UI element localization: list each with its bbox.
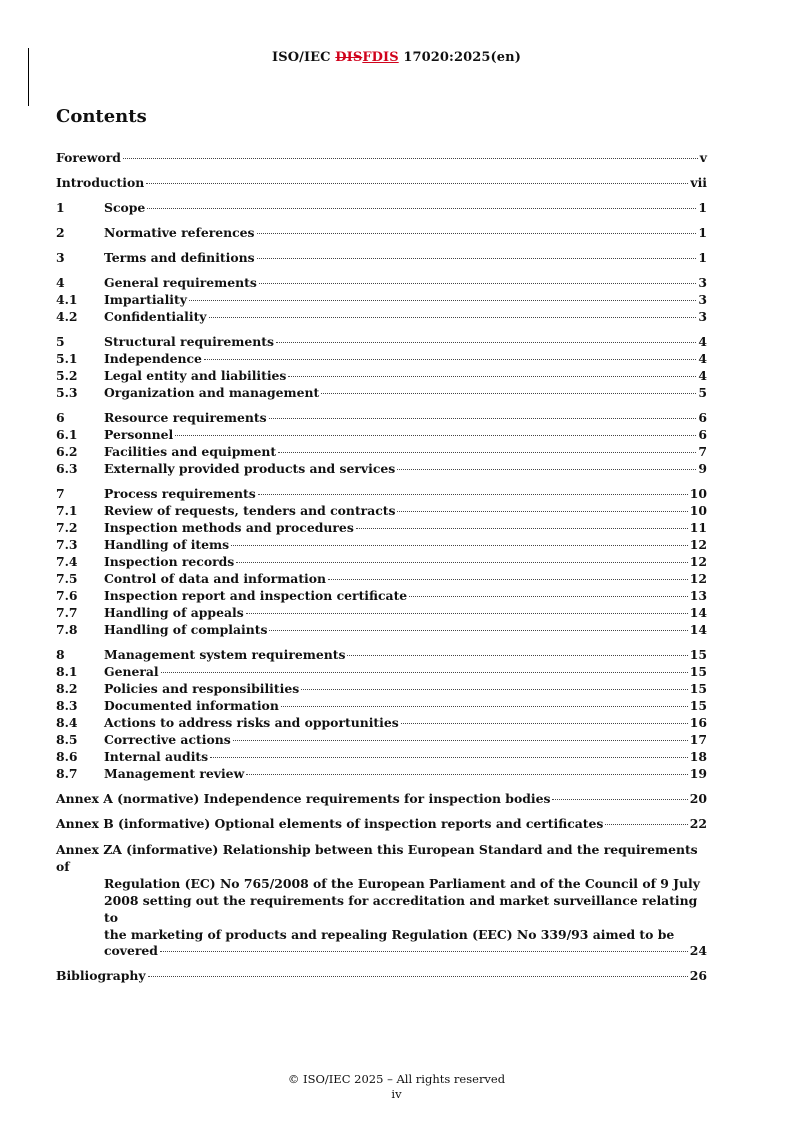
toc-entry-number: 7.4: [56, 554, 78, 569]
toc-leader: [233, 740, 688, 741]
toc-entry-page: 1: [698, 225, 707, 240]
toc-entry[interactable]: [56, 427, 707, 444]
toc-entry[interactable]: [56, 334, 707, 351]
toc-entry-title: Confidentiality: [104, 309, 207, 324]
toc-entry-title: Process requirements: [104, 486, 256, 501]
toc-group: [56, 647, 707, 783]
toc-bibliography[interactable]: [56, 968, 707, 985]
toc-entry-number: 7.2: [56, 520, 78, 535]
toc-entry[interactable]: [56, 351, 707, 368]
toc-entry-page: 3: [698, 309, 707, 324]
toc-leader: [269, 418, 697, 419]
toc-entry-page: 7: [698, 444, 707, 459]
toc-entry[interactable]: [56, 175, 707, 192]
toc-entry[interactable]: [56, 647, 707, 664]
toc-group: [56, 334, 707, 402]
toc-entry[interactable]: [56, 681, 707, 698]
toc-entry-page: 4: [698, 368, 707, 383]
toc-annex-b-page: 22: [689, 816, 707, 831]
toc-entry-page: 12: [689, 554, 707, 569]
contents-title: Contents: [56, 106, 147, 127]
toc-leader: [236, 562, 687, 563]
toc-entry-page: 1: [698, 250, 707, 265]
toc-entry[interactable]: [56, 664, 707, 681]
toc-entry-number: 4: [56, 275, 65, 290]
toc-entry-number: 5.2: [56, 368, 78, 383]
toc-entry-page: 15: [689, 698, 707, 713]
toc-entry-title: Independence: [104, 351, 202, 366]
toc-leader: [605, 824, 687, 825]
toc-leader: [397, 511, 687, 512]
toc-entry-number: 5: [56, 334, 65, 349]
toc-annex-za-page: 24: [689, 943, 707, 958]
toc-entry[interactable]: [56, 698, 707, 715]
toc-leader: [148, 976, 688, 977]
toc-entry-number: 7.7: [56, 605, 78, 620]
toc-entry-title: Documented information: [104, 698, 279, 713]
toc-leader: [328, 579, 688, 580]
toc-entry-page: 1: [698, 200, 707, 215]
toc-entry[interactable]: [56, 150, 707, 167]
toc-groups: [56, 150, 707, 783]
toc-entry-title: Scope: [104, 200, 146, 215]
toc-annex-za-line5: covered: [104, 943, 158, 958]
toc-entry-number: 1: [56, 200, 65, 215]
toc-annex-a-page: 20: [689, 791, 707, 806]
toc-annex-za-line1: Annex ZA (informative) Relationship between this European Standard and the requirements of: [56, 842, 698, 874]
toc-leader: [257, 233, 697, 234]
toc-annex-a[interactable]: [56, 791, 707, 808]
toc-group: [56, 175, 707, 192]
toc-entry-page: 15: [689, 681, 707, 696]
toc-entry[interactable]: [56, 622, 707, 639]
toc-entry[interactable]: [56, 605, 707, 622]
toc-entry-number: 6.3: [56, 461, 78, 476]
toc-entry-number: 7.1: [56, 503, 78, 518]
toc-entry[interactable]: [56, 503, 707, 520]
toc-entry-title: Actions to address risks and opportunities: [104, 715, 399, 730]
toc-leader: [175, 435, 696, 436]
toc-entry-page: 16: [689, 715, 707, 730]
toc-entry[interactable]: [56, 200, 707, 217]
toc-annex-za-line4: the marketing of products and repealing Regulation (EEC) No 339/93 aimed to be: [104, 927, 675, 942]
toc-entry-number: 4.2: [56, 309, 78, 324]
toc-entry-page: 6: [698, 410, 707, 425]
toc-entry[interactable]: [56, 225, 707, 242]
toc-annex-za-line3: 2008 setting out the requirements for accreditation and market surveillance relating to: [104, 893, 698, 925]
toc-leader: [281, 706, 688, 707]
toc-entry[interactable]: [56, 588, 707, 605]
toc-entry-page: 15: [689, 647, 707, 662]
toc-entry-number: 3: [56, 250, 65, 265]
toc-leader: [123, 158, 698, 159]
table-of-contents: [56, 150, 707, 993]
toc-entry-page: 6: [698, 427, 707, 442]
toc-leader: [147, 208, 696, 209]
toc-entry-number: 7.6: [56, 588, 78, 603]
toc-entry[interactable]: [56, 732, 707, 749]
toc-entry-page: 15: [689, 664, 707, 679]
toc-entry-title: Management system requirements: [104, 647, 346, 662]
toc-leader: [209, 317, 697, 318]
toc-leader: [259, 283, 697, 284]
toc-entry-title: Handling of appeals: [104, 605, 244, 620]
toc-entry[interactable]: [56, 309, 707, 326]
toc-entry-title: Impartiality: [104, 292, 187, 307]
toc-entry-number: 8.4: [56, 715, 78, 730]
toc-entry-title: General requirements: [104, 275, 257, 290]
toc-leader: [161, 672, 688, 673]
toc-leader: [409, 596, 688, 597]
toc-group: [56, 250, 707, 267]
toc-bibliography-title: Bibliography: [56, 968, 146, 983]
toc-entry-page: v: [699, 150, 707, 165]
toc-entry-title: Introduction: [56, 175, 145, 190]
toc-entry-title: Inspection report and inspection certificate: [104, 588, 408, 603]
header-prefix: ISO/IEC: [272, 50, 336, 65]
toc-entry-page: 13: [689, 588, 707, 603]
toc-entry-title: Structural requirements: [104, 334, 274, 349]
toc-entry-title: Management review: [104, 766, 245, 781]
toc-entry-page: 12: [689, 571, 707, 586]
toc-leader: [210, 757, 688, 758]
toc-leader: [288, 376, 696, 377]
footer-page-number: iv: [391, 1087, 402, 1101]
toc-leader: [146, 183, 688, 184]
toc-entry-page: 10: [689, 503, 707, 518]
toc-entry-title: Control of data and information: [104, 571, 327, 586]
toc-leader: [246, 613, 688, 614]
toc-entry-number: 6.2: [56, 444, 78, 459]
toc-entry-number: 7.5: [56, 571, 78, 586]
footer-copyright: © ISO/IEC 2025 – All rights reserved: [287, 1072, 506, 1086]
toc-leader: [301, 689, 688, 690]
toc-leader: [257, 258, 697, 259]
toc-entry[interactable]: [56, 537, 707, 554]
toc-annex-b[interactable]: [56, 816, 707, 833]
header-inserted-text: FDIS: [362, 50, 399, 65]
toc-leader: [347, 655, 687, 656]
toc-entry-number: 8: [56, 647, 65, 662]
toc-entry-title: Terms and definitions: [104, 250, 255, 265]
toc-leader: [321, 393, 696, 394]
toc-entry-title: Facilities and equipment: [104, 444, 277, 459]
toc-entry-title: Inspection records: [104, 554, 235, 569]
toc-entry[interactable]: [56, 250, 707, 267]
toc-entry-page: 10: [689, 486, 707, 501]
toc-entry-title: Inspection methods and procedures: [104, 520, 354, 535]
toc-entry[interactable]: [56, 766, 707, 783]
toc-annex-za-line2: Regulation (EC) No 765/2008 of the European Parliament and of the Council of 9 July: [104, 876, 700, 891]
toc-entry[interactable]: [56, 571, 707, 588]
toc-entry-page: 18: [689, 749, 707, 764]
toc-leader: [276, 342, 696, 343]
toc-leader: [356, 528, 688, 529]
header-suffix: 17020:2025(en): [398, 50, 521, 65]
header-deleted-text: DIS: [335, 50, 363, 65]
toc-group: [56, 200, 707, 217]
toc-entry-page: 3: [698, 292, 707, 307]
toc-leader: [552, 799, 687, 800]
toc-bibliography-page: 26: [689, 968, 707, 983]
toc-leader: [401, 723, 688, 724]
toc-entry-page: 19: [689, 766, 707, 781]
toc-entry[interactable]: [56, 554, 707, 571]
toc-entry-number: 8.7: [56, 766, 78, 781]
toc-entry-page: 17: [689, 732, 707, 747]
toc-entry-number: 6.1: [56, 427, 78, 442]
toc-entry-number: 7.8: [56, 622, 78, 637]
toc-entry-number: 8.3: [56, 698, 78, 713]
toc-entry[interactable]: [56, 275, 707, 292]
toc-entry-number: 6: [56, 410, 65, 425]
toc-entry-title: Foreword: [56, 150, 121, 165]
toc-entry-title: Personnel: [104, 427, 174, 442]
toc-entry[interactable]: [56, 520, 707, 537]
toc-entry-number: 2: [56, 225, 65, 240]
toc-entry-page: 4: [698, 334, 707, 349]
toc-entry-number: 7: [56, 486, 65, 501]
toc-annex-b-title: Annex B (informative) Optional elements of inspection reports and certificates: [56, 816, 604, 831]
toc-entry-page: 14: [689, 605, 707, 620]
toc-leader: [189, 300, 696, 301]
toc-entry-number: 8.6: [56, 749, 78, 764]
toc-leader: [204, 359, 696, 360]
toc-group: [56, 275, 707, 326]
toc-annex-a-title: Annex A (normative) Independence requirements for inspection bodies: [56, 791, 551, 806]
toc-leader: [278, 452, 696, 453]
toc-entry[interactable]: [56, 486, 707, 503]
toc-entry[interactable]: [56, 715, 707, 732]
toc-annex-za[interactable]: [56, 841, 707, 960]
toc-entry-page: 3: [698, 275, 707, 290]
toc-group: [56, 225, 707, 242]
toc-leader: [397, 469, 696, 470]
toc-entry[interactable]: [56, 368, 707, 385]
toc-entry-title: General: [104, 664, 159, 679]
toc-entry-title: Resource requirements: [104, 410, 267, 425]
toc-entry-number: 7.3: [56, 537, 78, 552]
toc-entry[interactable]: [56, 385, 707, 402]
toc-entry-number: 4.1: [56, 292, 78, 307]
toc-group: [56, 486, 707, 639]
document-header: [0, 50, 793, 65]
toc-entry[interactable]: [56, 410, 707, 427]
toc-entry-title: Handling of complaints: [104, 622, 268, 637]
toc-entry[interactable]: [56, 749, 707, 766]
toc-entry-number: 5.1: [56, 351, 78, 366]
toc-leader: [269, 630, 687, 631]
toc-entry-title: Policies and responsibilities: [104, 681, 300, 696]
toc-group: [56, 150, 707, 167]
toc-leader: [246, 774, 688, 775]
toc-entry-number: 5.3: [56, 385, 78, 400]
toc-entry-title: Organization and management: [104, 385, 320, 400]
toc-entry[interactable]: [56, 444, 707, 461]
toc-entry[interactable]: [56, 292, 707, 309]
toc-entry-page: 9: [698, 461, 707, 476]
toc-entry-number: 8.1: [56, 664, 78, 679]
toc-entry-page: 12: [689, 537, 707, 552]
toc-entry-title: Review of requests, tenders and contracts: [104, 503, 396, 518]
toc-entry-title: Legal entity and liabilities: [104, 368, 287, 383]
toc-leader: [160, 951, 688, 952]
toc-leader: [231, 545, 688, 546]
toc-entry-title: Normative references: [104, 225, 255, 240]
toc-entry-page: 5: [698, 385, 707, 400]
toc-entry-page: 11: [689, 520, 707, 535]
toc-entry-number: 8.2: [56, 681, 78, 696]
toc-entry-title: Externally provided products and services: [104, 461, 396, 476]
toc-entry-page: vii: [690, 175, 707, 190]
toc-entry-number: 8.5: [56, 732, 78, 747]
toc-entry-page: 14: [689, 622, 707, 637]
toc-group: [56, 410, 707, 478]
toc-entry-title: Corrective actions: [104, 732, 231, 747]
toc-entry[interactable]: [56, 461, 707, 478]
page-footer: [0, 1072, 793, 1102]
toc-entry-page: 4: [698, 351, 707, 366]
toc-leader: [258, 494, 688, 495]
toc-entry-title: Internal audits: [104, 749, 209, 764]
toc-entry-title: Handling of items: [104, 537, 230, 552]
